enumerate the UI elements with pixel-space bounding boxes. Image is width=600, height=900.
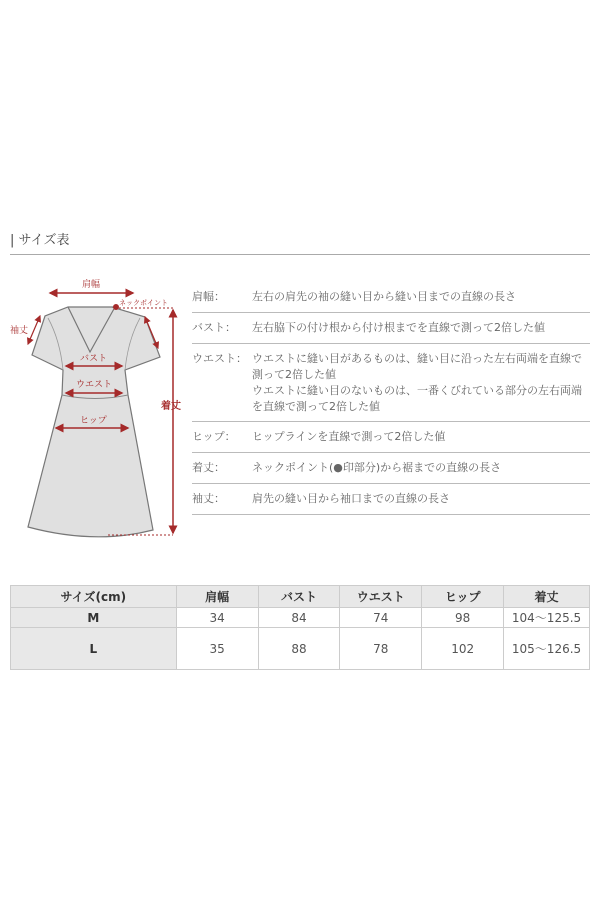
dress-diagram (0, 270, 190, 545)
column-header: ヒップ (422, 586, 504, 608)
svg-text:ウエスト: ウエスト (76, 380, 113, 390)
table-cell: 105～126.5 (504, 628, 590, 670)
definition-length (192, 453, 590, 484)
definition-term: 肩幅： (192, 290, 225, 303)
definition-term: 着丈： (192, 461, 225, 474)
definition-hip (192, 422, 590, 453)
column-header: ウエスト (340, 586, 422, 608)
definition-shoulder (192, 283, 590, 313)
definition-text: ウエストに縫い目のないものは、一番くびれている部分の左右両端 (252, 384, 582, 397)
table-cell: 88 (258, 628, 340, 670)
table-header-row (11, 586, 590, 608)
definition-text: ヒップラインを直線で測って2倍した値 (252, 430, 446, 443)
table-row (11, 608, 590, 628)
definition-term: ウエスト： (192, 352, 247, 365)
table-row (11, 628, 590, 670)
definition-waist (192, 344, 590, 422)
definition-term: ヒップ： (192, 430, 236, 443)
section-title: | サイズ表 (10, 233, 70, 248)
table-cell: 74 (340, 608, 422, 628)
definition-term: 袖丈： (192, 492, 225, 505)
svg-text:着丈: 着丈 (161, 401, 181, 412)
table-cell: 98 (422, 608, 504, 628)
table-cell: 104～125.5 (504, 608, 590, 628)
table-cell: 35 (176, 628, 258, 670)
column-header: バスト (258, 586, 340, 608)
definition-text: 左右の肩先の袖の縫い目から縫い目までの直線の長さ (252, 290, 516, 303)
size-label: M (11, 608, 177, 628)
definition-text: ネックポイント(●印部分)から裾までの直線の長さ (252, 461, 502, 474)
column-header: 着丈 (504, 586, 590, 608)
size-table (10, 585, 590, 670)
measurement-definitions (192, 283, 590, 515)
section-divider (10, 254, 590, 255)
definition-text: 左右脇下の付け根から付け根までを直線で測って2倍した値 (252, 321, 545, 334)
svg-text:バスト: バスト (80, 354, 108, 364)
definition-text: 肩先の縫い目から袖口までの直線の長さ (252, 492, 450, 505)
table-cell: 34 (176, 608, 258, 628)
column-header: サイズ(cm) (11, 586, 177, 608)
svg-text:ネックポイント: ネックポイント (119, 299, 168, 307)
svg-text:袖丈: 袖丈 (10, 326, 29, 336)
size-label: L (11, 628, 177, 670)
svg-text:ヒップ: ヒップ (80, 416, 107, 426)
definition-sleeve (192, 484, 590, 515)
table-cell: 84 (258, 608, 340, 628)
definition-bust (192, 313, 590, 344)
column-header: 肩幅 (176, 586, 258, 608)
table-cell: 102 (422, 628, 504, 670)
definition-text: 測って2倍した値 (252, 368, 336, 381)
definition-text: ウエストに縫い目があるものは、縫い目に沿った左右両端を直線で (252, 352, 582, 365)
table-cell: 78 (340, 628, 422, 670)
definition-text: を直線で測って2倍した値 (252, 400, 380, 413)
definition-term: バスト： (192, 321, 236, 334)
svg-text:肩幅: 肩幅 (82, 280, 101, 290)
